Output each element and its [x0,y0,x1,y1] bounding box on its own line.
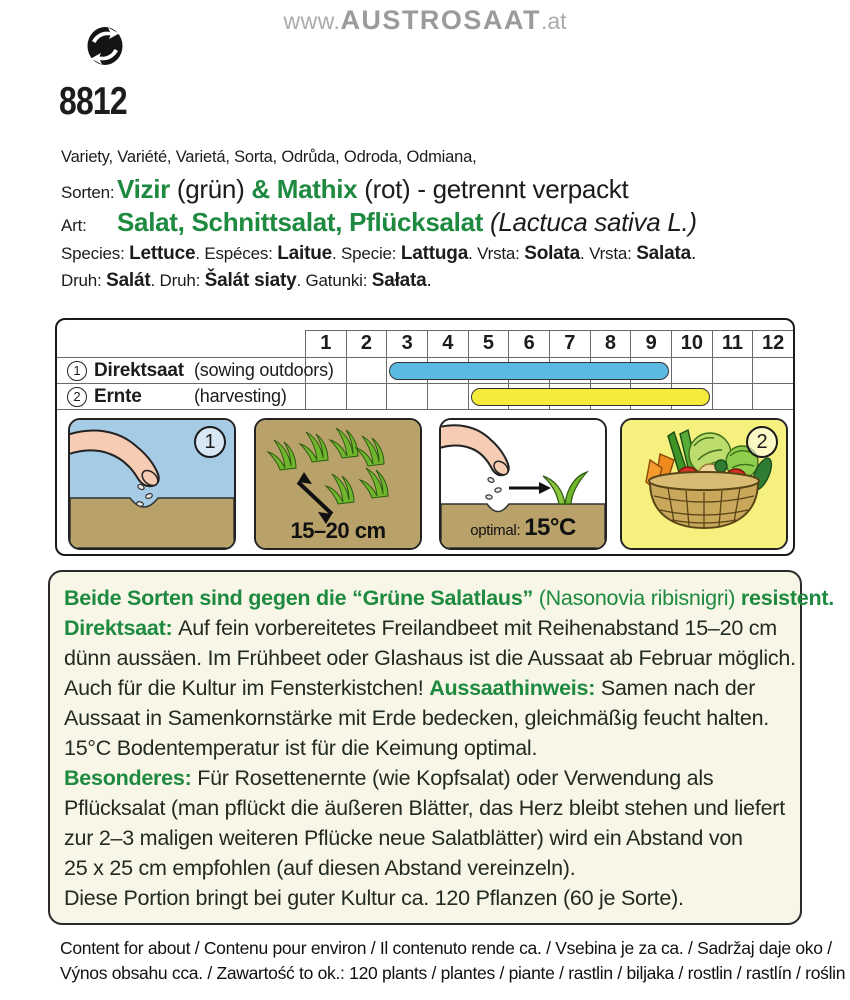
month-cell: 8 [590,330,631,409]
month-cell: 9 [630,330,671,409]
content-note-line-1: Content for about / Contenu pour environ / Il contenuto rende ca. / Vsebina je za ca. / Sadržaj daje oko / [60,938,832,958]
row-description: (sowing outdoors) [194,360,334,380]
month-cell: 11 [712,330,753,409]
species-line-1: Species: Lettuce. Espéces: Laitue. Specie: Lattuga. Vrsta: Solata. Vrsta: Salata. [61,243,697,264]
art-line [61,207,697,238]
step-2-badge: 2 [746,426,778,458]
month-cell: 7 [549,330,590,409]
sorten-label: Sorten: [61,183,115,202]
spacing-caption: 15–20 cm [290,518,386,543]
calendar-row-direktsaat [67,357,334,383]
harvest-period-bar [471,388,710,406]
growing-instructions-box [48,570,835,925]
panel-temperature-illustration [439,418,607,550]
instructions-line: Diese Portion bringt bei guter Kultur ca. 120 Pflanzen (60 je Sorte). [64,886,684,910]
calendar-bars [305,357,793,409]
temperature-caption [441,514,605,542]
temperature-value: 15°C [524,514,576,541]
instructions-line: dünn aussäen. Im Frühbeet oder Glashaus ist die Aussaat ab Februar möglich. [64,646,796,670]
month-cell: 4 [427,330,468,409]
month-cell: 1 [305,330,346,409]
instructions-line: Auch für die Kultur im Fensterkistchen! Aussaathinweis: Samen nach der [64,676,756,700]
month-cell: 6 [508,330,549,409]
row-number-badge: 2 [67,387,87,407]
row-description: (harvesting) [194,386,287,406]
instructions-line: 15°C Bodentemperatur ist für die Keimung optimal. [64,736,538,760]
month-cell: 5 [468,330,509,409]
row-name: Direktsaat [94,360,184,381]
instructions-line: Beide Sorten sind gegen die “Grüne Salatlaus” (Nasonovia ribisnigri) resistent. [64,586,835,610]
step-1-badge: 1 [194,426,226,458]
instructions-line: Direktsaat: Auf fein vorbereitetes Freilandbeet mit Reihenabstand 15–20 cm [64,616,777,640]
sowing-calendar-box [55,318,795,556]
instructions-line: 25 x 25 cm empfohlen (auf diesen Abstand vereinzeln). [64,856,576,880]
calendar-row-ernte [67,383,287,409]
website-url-prefix: www. [283,8,341,34]
sowing-period-bar [389,362,669,380]
content-note-line-2: Výnos obsahu cca. / Zawartość to ok.: 120 plants / plantes / piante / rastlin / biljaka / rostlin / rastlín / roślin [60,963,846,983]
row-name: Ernte [94,386,142,407]
instructions-line: Besonderes: Für Rosettenernte (wie Kopfsalat) oder Verwendung als [64,766,714,790]
website-url-suffix: .at [540,8,567,34]
art-label: Art: [61,216,87,235]
instructions-line: Pflücksalat (man pflückt die äußeren Blätter, das Herz bleibt stehen und liefert [64,796,785,820]
month-cell: 3 [386,330,427,409]
brand-name: AUSTROSAAT [340,5,541,35]
panel-harvest-illustration [620,418,788,550]
sorten-line [61,174,628,205]
instructions-line: zur 2–3 maligen weiteren Pflücke neue Salatblätter) wird ein Abstand von [64,826,743,850]
sorten-value: Vizir (grün) & Mathix (rot) - getrennt verpackt [117,174,629,204]
variety-multilang-line: Variety, Variété, Varietá, Sorta, Odrůda, Odroda, Odmiana, [61,148,477,166]
art-value: Salat, Schnittsalat, Pflücksalat (Lactuca sativa L.) [117,207,697,237]
product-number: 8812 [59,80,127,123]
instructions-line: Aussaat in Samenkornstärke mit Erde bedecken, gleichmäßig feucht halten. [64,706,770,730]
month-cell: 2 [346,330,387,409]
green-dot-recycling-icon [86,26,124,66]
panel-spacing-illustration [254,418,422,550]
content-quantity-note [60,936,845,986]
month-cell: 10 [671,330,712,409]
temperature-label: optimal: [470,522,525,539]
species-line-2: Druh: Salát. Druh: Šalát siaty. Gatunki: Sałata. [61,270,432,291]
month-cell: 12 [752,330,793,409]
panel-sowing-illustration [68,418,236,550]
row-number-badge: 1 [67,361,87,381]
website-header [0,5,850,36]
